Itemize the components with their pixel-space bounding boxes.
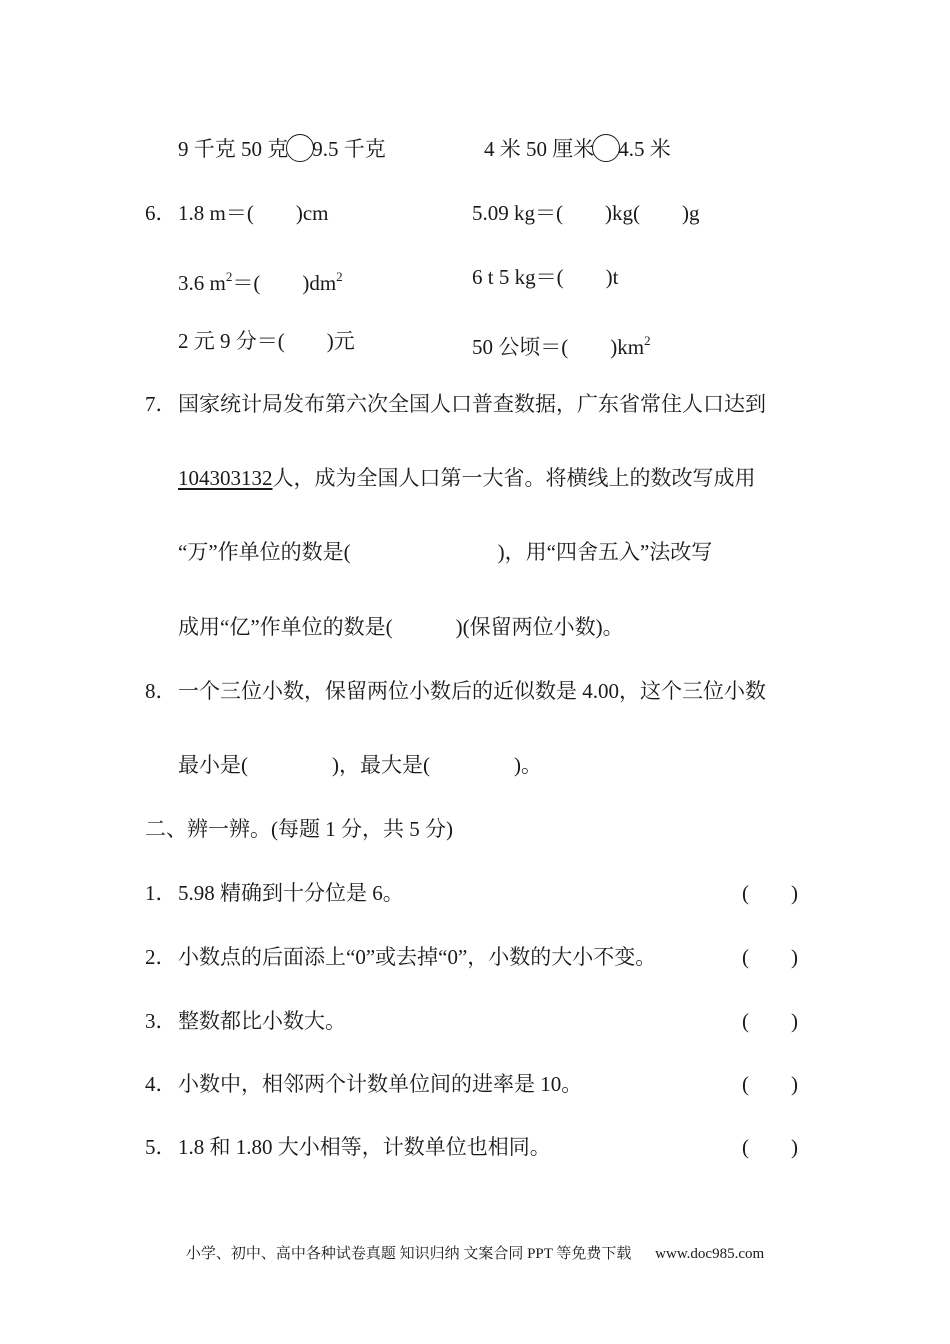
- q8-line-2: 最小是( )，最大是( )。: [178, 753, 542, 777]
- q7-line-2: 104303132人，成为全国人口第一大省。将横线上的数改写成用: [178, 466, 756, 490]
- judge-5-text: 1.8 和 1.80 大小相等，计数单位也相同。: [178, 1135, 551, 1159]
- judge-4-number: 4．: [145, 1072, 177, 1096]
- compare-left-a: 9 千克 50 克: [178, 137, 289, 161]
- compare-right-a: 4 米 50 厘米: [484, 137, 595, 161]
- judge-3-number: 3．: [145, 1009, 177, 1033]
- q6-r1b: 5.09 kg＝( )kg( )g: [472, 201, 700, 225]
- judge-4-answer[interactable]: ( ): [742, 1072, 798, 1096]
- judge-4-text: 小数中，相邻两个计数单位间的进率是 10。: [178, 1072, 583, 1096]
- judge-5-number: 5．: [145, 1135, 177, 1159]
- judge-2-number: 2．: [145, 945, 177, 969]
- q8-line-1: 一个三位小数，保留两位小数后的近似数是 4.00，这个三位小数: [178, 679, 766, 703]
- judge-1-answer[interactable]: ( ): [742, 881, 798, 905]
- q7-line-3: “万”作单位的数是( )，用“四舍五入”法改写: [178, 540, 713, 564]
- judge-5-answer[interactable]: ( ): [742, 1135, 798, 1159]
- judge-3-text: 整数都比小数大。: [178, 1009, 346, 1033]
- section-2-title: 二、辨一辨。(每题 1 分，共 5 分): [145, 817, 453, 841]
- compare-circle-2[interactable]: [592, 134, 620, 162]
- judge-2-answer[interactable]: ( ): [742, 945, 798, 969]
- q6-number: 6．: [145, 201, 177, 225]
- compare-right-b: 4.5 米: [618, 137, 671, 161]
- judge-1-number: 1．: [145, 881, 177, 905]
- judge-2-text: 小数点的后面添上“0”或去掉“0”，小数的大小不变。: [178, 945, 657, 969]
- footer-text: 小学、初中、高中各种试卷真题 知识归纳 文案合同 PPT 等免费下载: [185, 1246, 632, 1262]
- q6-r3b: 50 公顷＝( )$km^2$: [472, 333, 651, 359]
- compare-left-b: 9.5 千克: [312, 137, 386, 161]
- footer-url[interactable]: www.doc985.com: [655, 1246, 765, 1262]
- q7-number: 7．: [145, 392, 177, 416]
- q8-number: 8．: [145, 679, 177, 703]
- compare-circle-1[interactable]: [286, 134, 314, 162]
- q7-line-1: 国家统计局发布第六次全国人口普查数据，广东省常住人口达到: [178, 392, 766, 416]
- judge-1-text: 5.98 精确到十分位是 6。: [178, 881, 404, 905]
- q6-r3a: 2 元 9 分＝( )元: [178, 329, 355, 353]
- q6-r2a: 3.6 $m^2=$( )$dm^2$: [178, 269, 343, 295]
- q6-r1a: 1.8 m＝( )cm: [178, 201, 329, 225]
- compare-row-left: [178, 134, 386, 163]
- page-footer: [0, 1242, 950, 1266]
- q7-line-4: 成用“亿”作单位的数是( )(保留两位小数)。: [178, 615, 624, 639]
- compare-row-right: [484, 134, 671, 163]
- q6-r2b: 6 t 5 kg＝( )t: [472, 265, 619, 289]
- judge-3-answer[interactable]: ( ): [742, 1009, 798, 1033]
- q7-population-number: 104303132: [178, 466, 273, 490]
